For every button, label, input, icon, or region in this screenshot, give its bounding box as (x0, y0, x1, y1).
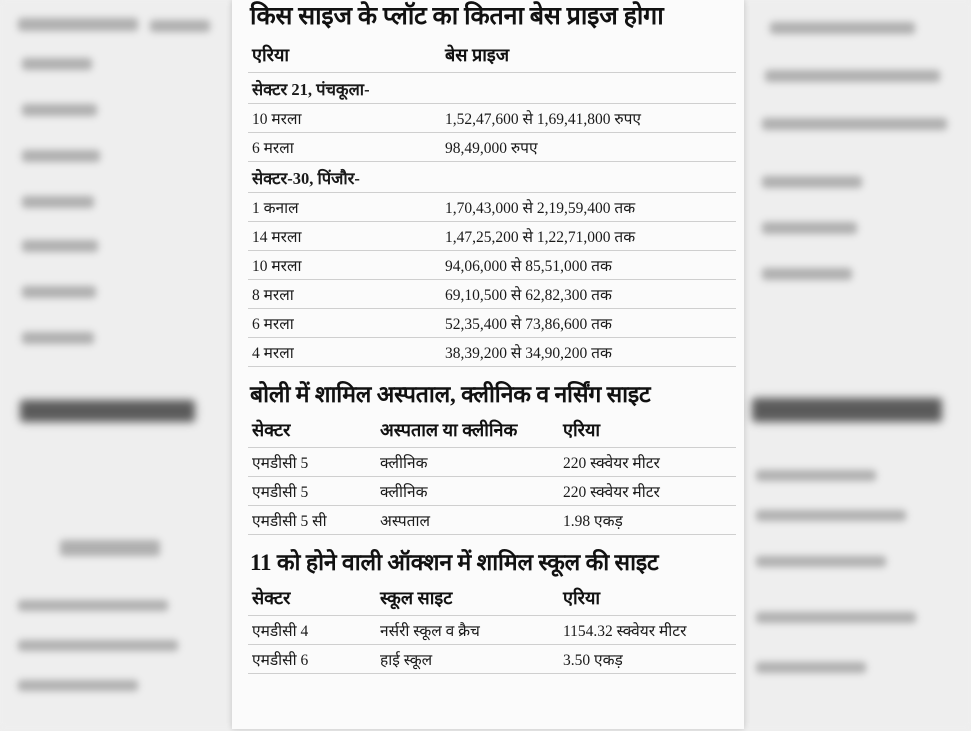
cell-area: 1 कनाल (248, 193, 441, 222)
cell-price: 38,39,200 से 34,90,200 तक (441, 338, 736, 367)
table-row (248, 616, 736, 645)
table-row (248, 104, 736, 133)
cell-sector: एमडीसी 5 (248, 477, 376, 506)
base-price-table (248, 40, 736, 367)
cell-area: 1154.32 स्क्वेयर मीटर (559, 616, 736, 645)
table-row (248, 448, 736, 477)
cell-area: 220 स्क्वेयर मीटर (559, 448, 736, 477)
cell-area: 6 मरला (248, 309, 441, 338)
cell-school-site: नर्सरी स्कूल व क्रैच (376, 616, 559, 645)
cell-facility: क्लीनिक (376, 448, 559, 477)
column-header-sector: सेक्टर (248, 415, 376, 448)
column-header-school-site: स्कूल साइट (376, 583, 559, 616)
cell-price: 69,10,500 से 62,82,300 तक (441, 280, 736, 309)
column-header-area: एरिया (248, 40, 441, 73)
section-3-headline: 11 को होने वाली ऑक्शन में शामिल स्कूल की साइट (250, 550, 659, 575)
table-row (248, 251, 736, 280)
group-label: सेक्टर 21, पंचकूला- (248, 73, 736, 104)
section-2-headline: बोली में शामिल अस्पताल, क्लीनिक व नर्सिंग साइट (250, 382, 651, 407)
cell-school-site: हाई स्कूल (376, 645, 559, 674)
cell-area: 10 मरला (248, 251, 441, 280)
table-header-row (248, 415, 736, 448)
column-header-facility: अस्पताल या क्लीनिक (376, 415, 559, 448)
section-1-headline: किस साइज के प्लॉट का कितना बेस प्राइज होगा (250, 3, 664, 30)
table-row (248, 309, 736, 338)
cell-area: 3.50 एकड़ (559, 645, 736, 674)
cell-price: 1,52,47,600 से 1,69,41,800 रुपए (441, 104, 736, 133)
cell-facility: क्लीनिक (376, 477, 559, 506)
cell-area: 6 मरला (248, 133, 441, 162)
table-row (248, 338, 736, 367)
column-header-base-price: बेस प्राइज (441, 40, 736, 73)
cell-sector: एमडीसी 5 सी (248, 506, 376, 535)
table-row (248, 193, 736, 222)
news-clipping-panel (232, 0, 744, 729)
cell-area: 4 मरला (248, 338, 441, 367)
cell-price: 52,35,400 से 73,86,600 तक (441, 309, 736, 338)
table-group-header (248, 162, 736, 193)
school-site-table (248, 583, 736, 674)
cell-area: 1.98 एकड़ (559, 506, 736, 535)
cell-price: 94,06,000 से 85,51,000 तक (441, 251, 736, 280)
cell-sector: एमडीसी 5 (248, 448, 376, 477)
column-header-sector: सेक्टर (248, 583, 376, 616)
cell-sector: एमडीसी 4 (248, 616, 376, 645)
cell-area: 220 स्क्वेयर मीटर (559, 477, 736, 506)
table-row (248, 280, 736, 309)
cell-price: 1,70,43,000 से 2,19,59,400 तक (441, 193, 736, 222)
table-header-row (248, 583, 736, 616)
table-group-header (248, 73, 736, 104)
table-row (248, 133, 736, 162)
column-header-area: एरिया (559, 415, 736, 448)
cell-facility: अस्पताल (376, 506, 559, 535)
column-header-area: एरिया (559, 583, 736, 616)
table-row (248, 645, 736, 674)
table-row (248, 506, 736, 535)
cell-area: 10 मरला (248, 104, 441, 133)
table-row (248, 477, 736, 506)
cell-sector: एमडीसी 6 (248, 645, 376, 674)
cell-area: 14 मरला (248, 222, 441, 251)
table-header-row (248, 40, 736, 73)
hospital-clinic-table (248, 415, 736, 535)
table-row (248, 222, 736, 251)
group-label: सेक्टर-30, पिंजौर- (248, 162, 736, 193)
cell-price: 98,49,000 रुपए (441, 133, 736, 162)
cell-area: 8 मरला (248, 280, 441, 309)
cell-price: 1,47,25,200 से 1,22,71,000 तक (441, 222, 736, 251)
